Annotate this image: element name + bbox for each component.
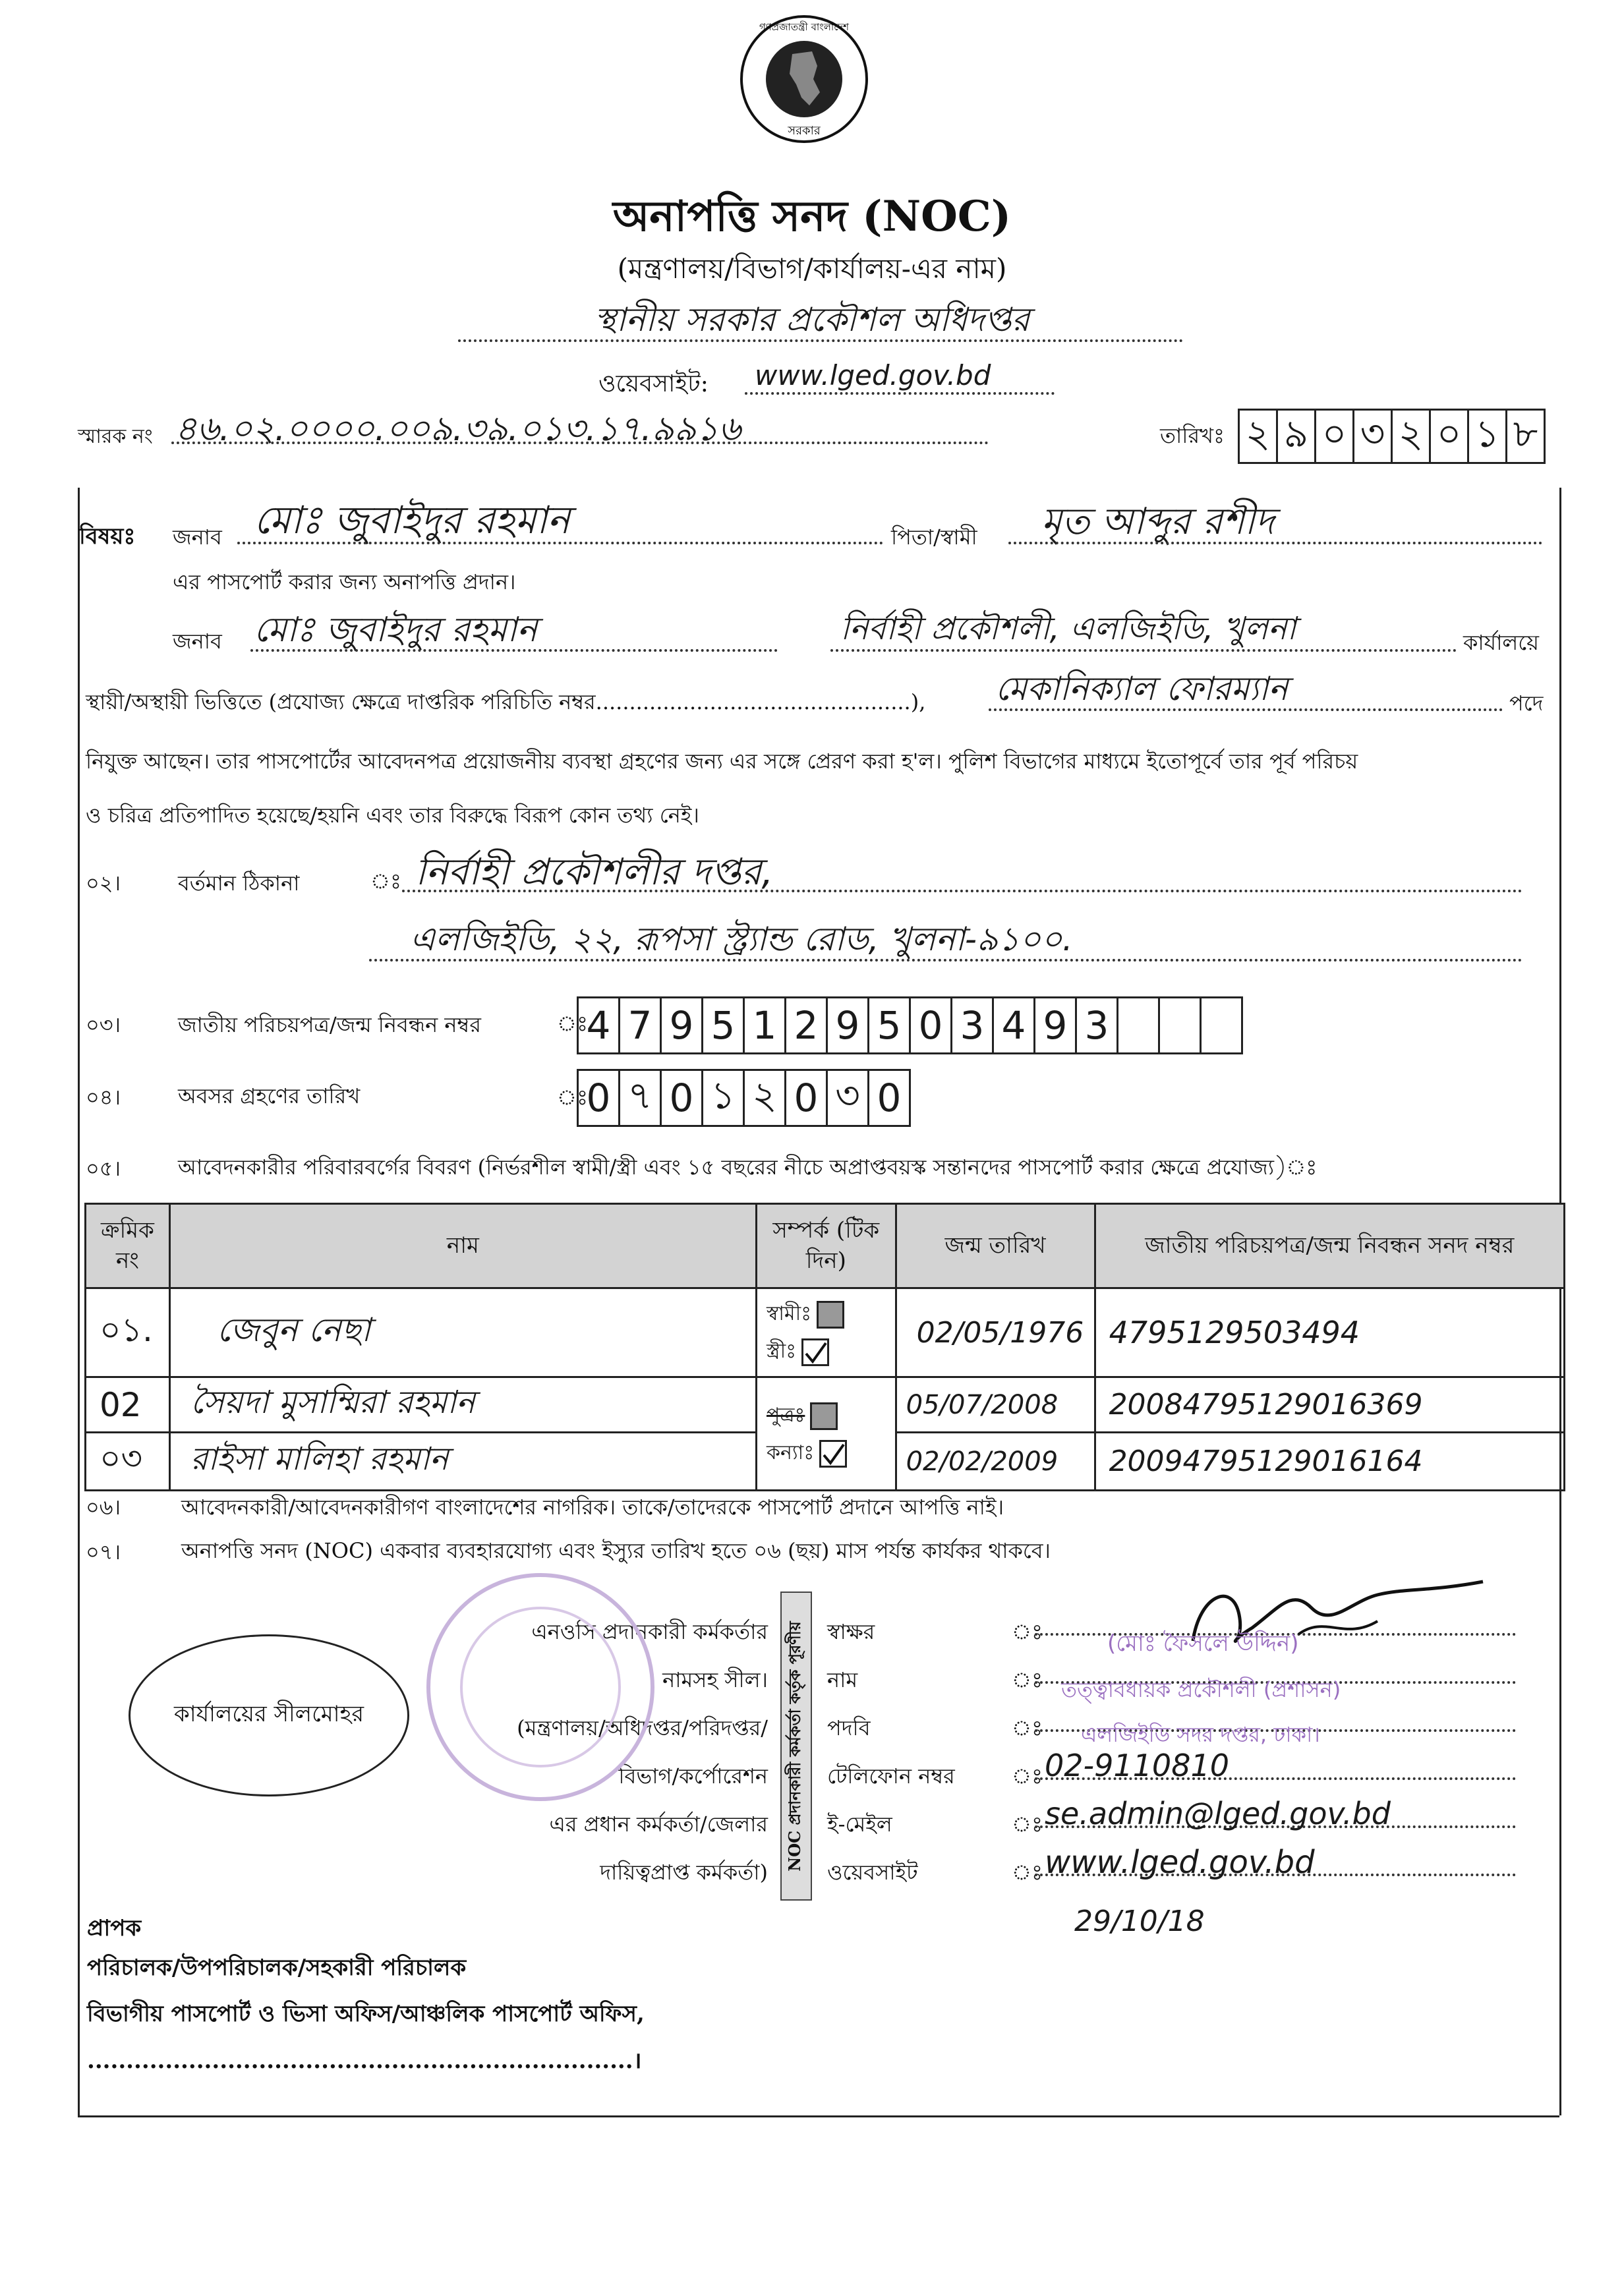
signature-left-line: এনওসি প্রদানকারী কর্মকর্তার [531, 1619, 768, 1644]
checkmark-icon [803, 1342, 827, 1365]
nid-digit: 1 [745, 998, 786, 1052]
family-table [84, 1203, 1565, 1491]
office-suffix: কার্যালয়ে [1463, 630, 1539, 655]
field-label-signature: স্বাক্ষর [827, 1619, 875, 1644]
document-title: অনাপত্তি সনদ (NOC) [612, 192, 1012, 241]
retire-label: অবসর গ্রহণের তারিখ [178, 1083, 361, 1108]
subject-line2: এর পাসপোর্ট করার জন্য অনাপত্তি প্রদান। [173, 569, 516, 594]
paragraph-line2: ও চরিত্র প্রতিপাদিত হয়েছে/হয়নি এবং তার বিরুদ্ধে বিরূপ কোন তথ্য নেই। [86, 803, 699, 828]
applicant-name-underline [237, 542, 883, 544]
signature-field-labels [827, 1608, 955, 1897]
nid-digit: 4 [994, 998, 1035, 1052]
husband-checkbox[interactable] [817, 1301, 844, 1329]
retire-digit: 0 [579, 1071, 620, 1125]
header-nid: জাতীয় পরিচয়পত্র/জন্ম নিবন্ধন সনদ নম্বর [1095, 1204, 1564, 1288]
header-dob: জন্ম তারিখ [896, 1204, 1095, 1288]
office-underline [830, 649, 1457, 652]
retire-digit: 0 [662, 1071, 703, 1125]
row-nid: 20094795129016164 [1095, 1433, 1564, 1491]
address-label: বর্তমান ঠিকানা [178, 871, 300, 896]
recipient-line1: পরিচালক/উপপরিচালক/সহকারী পরিচালক [87, 1955, 467, 1981]
memo-label: স্মারক নং [78, 425, 153, 448]
relation-son [767, 1396, 894, 1434]
nid-digit: 2 [786, 998, 828, 1052]
date-digit: ৮ [1513, 411, 1538, 456]
father-name-underline [1008, 542, 1542, 544]
subject-label: বিষয়ঃ [79, 523, 136, 550]
body-applicant-name: মোঃ জুবাইদুর রহমান [254, 610, 538, 650]
row-name: সৈয়দা মুসাম্মিরা রহমান [169, 1377, 756, 1433]
paragraph-line1: নিযুক্ত আছেন। তার পাসপোর্টের আবেদনপত্র প্রয়োজনীয় ব্যবস্থা গ্রহণের জন্য এর সঙ্গে প্রেরণ করা হ'ল। পুলিশ বিভাগের মাধ্যমে ইতোপূর্বে তার পূর্ব পরিচয় [86, 749, 1358, 774]
recipient-line2: বিভাগীয় পাসপোর্ট ও ভিসা অফিস/আঞ্চলিক পাসপোর্ট অফিস, [87, 2001, 645, 2027]
post-suffix: পদে [1509, 691, 1544, 716]
body-mr-label: জনাব [173, 629, 222, 654]
nid-digit [1118, 998, 1160, 1052]
memo-value: ৪৬.০২.০০০০.০০৯.৩৯.০১৩.১৭.৯৯১৬ [175, 409, 741, 449]
item-04-number: ০৪। [86, 1085, 121, 1110]
family-table-header-row [86, 1204, 1565, 1288]
row-name: জেবুন নেছা [169, 1288, 756, 1377]
relation-husband [767, 1295, 894, 1333]
relation-wife-label: স্ত্রীঃ [766, 1340, 797, 1363]
retire-digit: ৩ [828, 1071, 869, 1125]
retire-colon: ঃ [557, 1085, 589, 1110]
retire-digit: ১ [703, 1071, 745, 1125]
memo-underline [171, 442, 989, 444]
row-dob: 02/02/2009 [896, 1433, 1095, 1491]
post-value: মেকানিক্যাল ফোরম্যান [995, 670, 1289, 708]
phone-value: 02-9110810 [1045, 1748, 1229, 1783]
office-value: নির্বাহী প্রকৌশলী, এলজিইডি, খুলনা [840, 610, 1296, 647]
address-line2-underline [369, 959, 1522, 961]
address-colon: ঃ [370, 869, 402, 894]
officer-stamp [989, 1626, 1341, 1754]
field-label-phone: টেলিফোন নম্বর [827, 1764, 955, 1789]
round-seal-icon [422, 1568, 659, 1806]
signature-left-line: বিভাগ/কর্পোরেশন [618, 1764, 768, 1789]
relation-daughter [767, 1434, 894, 1472]
nid-digit [1160, 998, 1202, 1052]
row-relation-cell [756, 1288, 896, 1377]
nid-boxes [577, 996, 1243, 1054]
retire-date-boxes [577, 1069, 911, 1127]
header-relation: সম্পর্ক (টিক দিন) [756, 1204, 896, 1288]
office-seal-label: কার্যালয়ের সীলমোহর [173, 1700, 364, 1727]
website-label: ওয়েবসাইট: [598, 370, 709, 397]
relation-wife [767, 1333, 894, 1370]
checkmark-icon [821, 1443, 845, 1467]
son-checkbox[interactable] [810, 1402, 838, 1430]
retire-digit: 0 [877, 1076, 902, 1120]
address-line1-underline [402, 890, 1522, 892]
date-digit: ২ [1393, 411, 1431, 462]
subject-mr-label: জনাব [173, 525, 222, 550]
address-line1: নির্বাহী প্রকৌশলীর দপ্তর, [415, 851, 774, 894]
row-serial: ০১. [86, 1288, 170, 1377]
nid-digit: 0 [911, 998, 952, 1052]
item-06-number: ০৬। [86, 1495, 121, 1520]
government-emblem-icon [738, 13, 870, 145]
website-field-value: www.lged.gov.bd [1045, 1844, 1315, 1881]
field-label-name: নাম [827, 1667, 858, 1692]
issue-date-boxes [1238, 409, 1546, 464]
item-05-number: ০৫। [86, 1156, 121, 1181]
header-serial: ক্রমিক নং [86, 1204, 170, 1288]
signature-colon: ঃ [1012, 1715, 1043, 1740]
office-seal-placeholder [129, 1634, 409, 1796]
signature-left-line: দায়িত্বপ্রাপ্ত কর্মকর্তা) [600, 1860, 768, 1885]
retire-digit: ৭ [620, 1071, 662, 1125]
item-06-text: আবেদনকারী/আবেদনকারীগণ বাংলাদেশের নাগরিক। তাকে/তাদেরকে পাসপোর্ট প্রদানে আপত্তি নাই। [181, 1495, 1004, 1520]
field-label-email: ই-মেইল [827, 1812, 892, 1837]
date-digit: ১ [1469, 411, 1507, 462]
emblem-ring-text: গণপ্রজাতন্ত্রী বাংলাদেশ [759, 21, 850, 33]
signature-colon: ঃ [1012, 1667, 1043, 1692]
date-digit: ০ [1431, 411, 1469, 462]
header-name: নাম [169, 1204, 756, 1288]
relation-daughter-label: কন্যাঃ [766, 1441, 815, 1464]
email-value: se.admin@lged.gov.bd [1045, 1796, 1391, 1831]
nid-digit: 9 [1035, 998, 1077, 1052]
office-name: স্থানীয় সরকার প্রকৌশল অধিদপ্তর [594, 301, 1030, 339]
website-value: www.lged.gov.bd [755, 359, 991, 391]
date-digit: ৯ [1278, 411, 1316, 462]
signature-left-line: (মন্ত্রণালয়/অধিদপ্তর/পরিদপ্তর/ [517, 1715, 768, 1740]
nid-digit: 9 [828, 998, 869, 1052]
signature-colon: ঃ [1012, 1860, 1043, 1885]
table-row [86, 1288, 1565, 1377]
row-nid: 20084795129016369 [1095, 1377, 1564, 1433]
stamp-office: এলজিইডি সদর দপ্তর, ঢাকা। [1081, 1722, 1320, 1747]
body-name-underline [250, 649, 778, 652]
signature-left-line: এর প্রধান কর্মকর্তা/জেলার [549, 1812, 768, 1837]
row-relation-cell [756, 1377, 896, 1491]
nid-colon: ঃ [557, 1011, 589, 1036]
item-02-number: ০২। [86, 871, 121, 896]
item-07-text: অনাপত্তি সনদ (NOC) একবার ব্যবহারযোগ্য এবং ইস্যুর তারিখ হতে ০৬ (ছয়) মাস পর্যন্ত কার্যকর থাকবে। [181, 1538, 1051, 1563]
recipient-line3: ......................................................................। [87, 2048, 642, 2074]
row-serial: ০৩ [86, 1433, 170, 1491]
date-digit: ৩ [1354, 411, 1393, 462]
frame-bottom-border [78, 2115, 1559, 2117]
retire-digit: ২ [745, 1071, 786, 1125]
father-name: মৃত আব্দুর রশীদ [1041, 500, 1275, 543]
stamp-name: (মোঃ ফৈসলে উদ্দিন) [1107, 1630, 1299, 1657]
row-nid: 4795129503494 [1095, 1288, 1564, 1377]
retire-digit: 0 [786, 1071, 828, 1125]
row-dob: 02/05/1976 [896, 1288, 1095, 1377]
noc-vertical-text: NOC প্রদানকারী কর্মকর্তা কর্তৃক পূরণীয় [785, 1621, 804, 1872]
signature-colon: ঃ [1012, 1764, 1043, 1789]
office-name-underline [458, 339, 1183, 342]
daughter-checkbox[interactable] [819, 1440, 847, 1468]
nid-digit: 3 [1077, 998, 1118, 1052]
address-line2: এলজিইডি, ২২, রূপসা স্ট্র্যান্ড রোড, খুলনা-৯১০০. [410, 920, 1073, 958]
frame-left-border [78, 488, 80, 2115]
nid-digit: 4 [579, 998, 620, 1052]
nid-digit [1202, 998, 1241, 1052]
stamp-designation: তত্ত্বাবধায়ক প্রকৌশলী (প্রশাসন) [1061, 1677, 1341, 1702]
emblem-bottom-text: সরকার [788, 124, 821, 138]
nid-digit: 5 [703, 998, 745, 1052]
field-label-website: ওয়েবসাইট [827, 1860, 918, 1885]
recipient-label: প্রাপক [87, 1915, 142, 1941]
date-digit: ২ [1240, 411, 1278, 462]
row-dob: 05/07/2008 [896, 1377, 1095, 1433]
status-text: স্থায়ী/অস্থায়ী ভিত্তিতে (প্রযোজ্য ক্ষেত্রে দাপ্তরিক পরিচিতি নম্বর...............................................), [86, 689, 926, 714]
document-subtitle: (মন্ত্রণালয়/বিভাগ/কার্যালয়-এর নাম) [617, 252, 1007, 285]
nid-digit: 9 [662, 998, 703, 1052]
noc-vertical-label [780, 1592, 812, 1901]
website-underline [745, 392, 1055, 395]
wife-checkbox[interactable] [801, 1338, 829, 1366]
row-serial: 02 [86, 1377, 170, 1433]
signature-colon: ঃ [1012, 1812, 1043, 1837]
post-underline [989, 708, 1503, 711]
item-03-number: ০৩। [86, 1012, 121, 1037]
relation-husband-label: স্বামীঃ [766, 1302, 812, 1325]
signature-left-line: নামসহ সীল। [662, 1667, 768, 1692]
table-row [86, 1377, 1565, 1433]
date-label: তারিখঃ [1160, 423, 1225, 448]
nid-digit: 7 [620, 998, 662, 1052]
applicant-name: মোঃ জুবাইদুর রহমান [254, 498, 570, 542]
nid-digit: 3 [952, 998, 994, 1052]
nid-label: জাতীয় পরিচয়পত্র/জন্ম নিবন্ধন নম্বর [178, 1012, 481, 1037]
item-07-number: ০৭। [86, 1539, 121, 1564]
relation-son-label: পুত্রঃ [766, 1403, 805, 1427]
father-label: পিতা/স্বামী [891, 525, 977, 550]
signature-colon: ঃ [1012, 1619, 1043, 1644]
date-digit: ০ [1316, 411, 1354, 462]
nid-digit: 5 [869, 998, 911, 1052]
row-name: রাইসা মালিহা রহমান [169, 1433, 756, 1491]
family-description: আবেদনকারীর পরিবারবর্গের বিবরণ (নির্ভরশীল স্বামী/স্ত্রী এবং ১৫ বছরের নীচে অপ্রাপ্তবয়স্ক সন্তানদের পাসপোর্ট করার ক্ষেত্রে প্রযোজ্য)ঃ [178, 1155, 1318, 1180]
field-label-designation: পদবি [827, 1715, 871, 1740]
initial-mark: 29/10/18 [1074, 1905, 1205, 1938]
